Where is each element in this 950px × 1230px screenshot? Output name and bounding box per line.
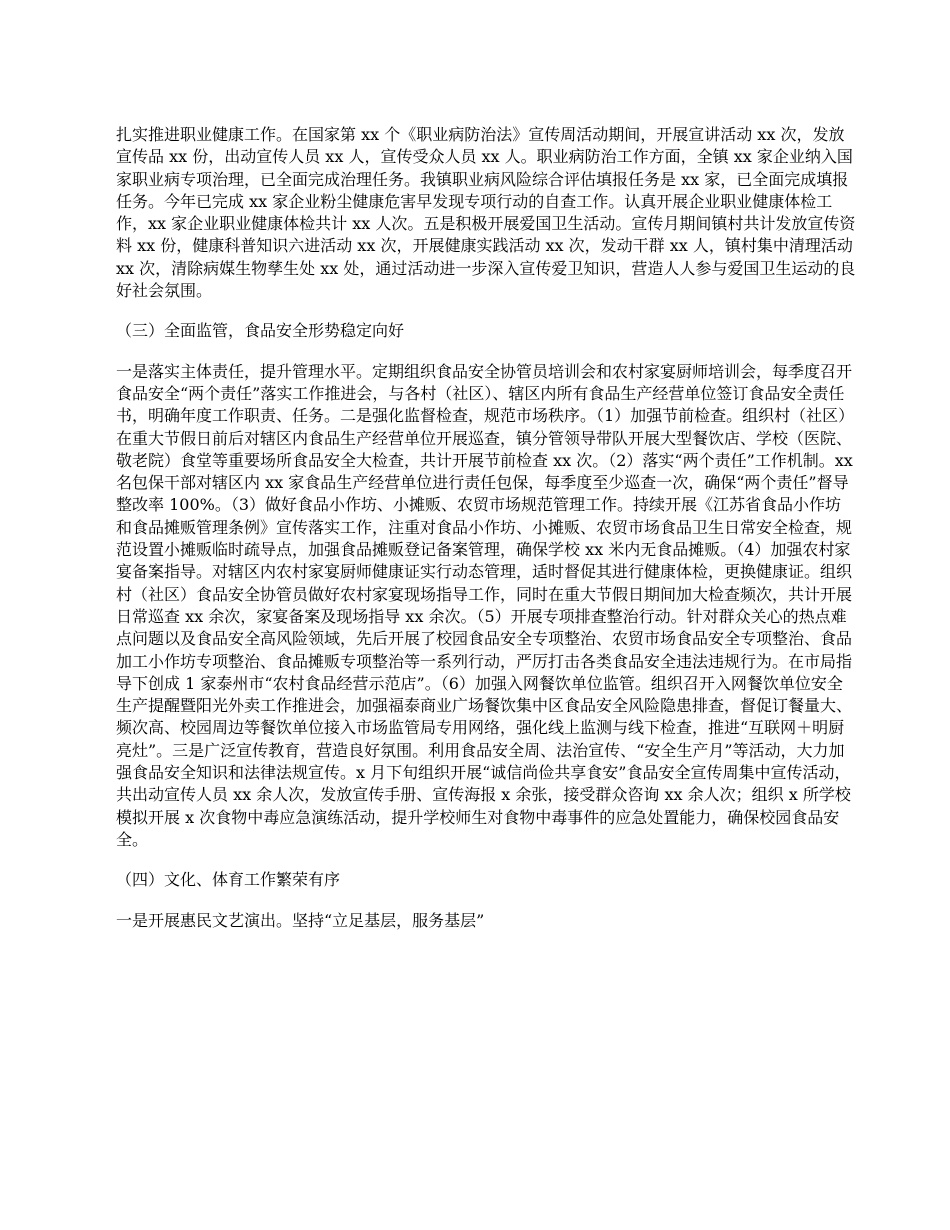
section-heading-food-safety: （三）全面监管，食品安全形势稳定向好 [116, 321, 405, 341]
section-heading-culture-sports: （四）文化、体育工作繁荣有序 [116, 870, 341, 890]
document-page [116, 124, 856, 950]
paragraph-culture-performances: 一是开展惠民文艺演出。坚持“立足基层，服务基层” [116, 910, 485, 930]
paragraph-occupational-health: 扎实推进职业健康工作。在国家第 xx 个《职业病防治法》宣传周活动期间，开展宣讲活动 xx 次，发放宣传品 xx 份，出动宣传人员 xx 人，宣传受众人员 xx 人。职业病防治工作方面，全镇 xx 家企业纳入国家职业病专项治理，已全面完成治理任务。我镇职业病风险综合评估填报任务是 xx 家，已全面完成填报任务。今年已完成 xx 家企业粉尘健康危害早发现专项行动的自查工作。认真开展企业职业健康体检工作，xx 家企业职业健康体检共计 xx 人次。五是积极开展爱国卫生活动。宣传月期间镇村共计发放宣传资料 xx 份，健康科普知识六进活动 xx 次，开展健康实践活动 xx 次，发动干群 xx 人，镇村集中清理活动 xx 次，清除病媒生物孳生处 xx 处，通过活动进一步深入宣传爱卫知识，营造人人参与爱国卫生运动的良好社会氛围。 [116, 125, 856, 301]
paragraph-food-safety: 一是落实主体责任，提升管理水平。定期组织食品安全协管员培训会和农村家宴厨师培训会，每季度召开食品安全“两个责任”落实工作推进会，与各村（社区）、辖区内所有食品生产经营单位签订食品安全责任书，明确年度工作职责、任务。二是强化监督检查，规范市场秩序。（1）加强节前检查。组织村（社区）在重大节假日前后对辖区内食品生产经营单位开展巡查，镇分管领导带队开展大型餐饮店、学校（医院、敬老院）食堂等重要场所食品安全大检查，共计开展节前检查 xx 次。（2）落实“两个责任”工作机制。xx 名包保干部对辖区内 xx 家食品生产经营单位进行责任包保，每季度至少巡查一次，确保“两个责任”督导整改率 100%。（3）做好食品小作坊、小摊贩、农贸市场规范管理工作。持续开展《江苏省食品小作坊和食品摊贩管理条例》宣传落实工作，注重对食品小作坊、小摊贩、农贸市场食品卫生日常安全检查，规范设置小摊贩临时疏导点，加强食品摊贩登记备案管理，确保学校 xx 米内无食品摊贩。（4）加强农村家宴备案指导。对辖区内农村家宴厨师健康证实行动态管理，适时督促其进行健康体检，更换健康证。组织村（社区）食品安全协管员做好农村家宴现场指导工作，同时在重大节假日期间加大检查频次，共计开展日常巡查 xx 余次，家宴备案及现场指导 xx 余次。（5）开展专项排查整治行动。针对群众关心的热点难点问题以及食品安全高风险领域，先后开展了校园食品安全专项整治、农贸市场食品安全专项整治、食品加工小作坊专项整治、食品摊贩专项整治等一系列行动，严厉打击各类食品安全违法违规行为。在市局指导下创成 1 家泰州市“农村食品经营示范店”。（6）加强入网餐饮单位监管。组织召开入网餐饮单位安全生产提醒暨阳光外卖工作推进会，加强福泰商业广场餐饮集中区食品安全风险隐患排查，督促订餐量大、频次高、校园周边等餐饮单位接入市场监管局专用网络，强化线上监测与线下检查，推进“互联网＋明厨亮灶”。三是广泛宣传教育，营造良好氛围。利用食品安全周、法治宣传、“安全生产月”等活动，大力加强食品安全知识和法律法规宣传。x 月下旬组织开展“诚信尚俭共享食安”食品安全宣传周集中宣传活动，共出动宣传人员 xx 余人次，发放宣传手册、宣传海报 x 余张，接受群众咨询 xx 余人次；组织 x 所学校模拟开展 x 次食物中毒应急演练活动，提升学校师生对食物中毒事件的应急处置能力，确保校园食品安全。 [116, 361, 855, 849]
